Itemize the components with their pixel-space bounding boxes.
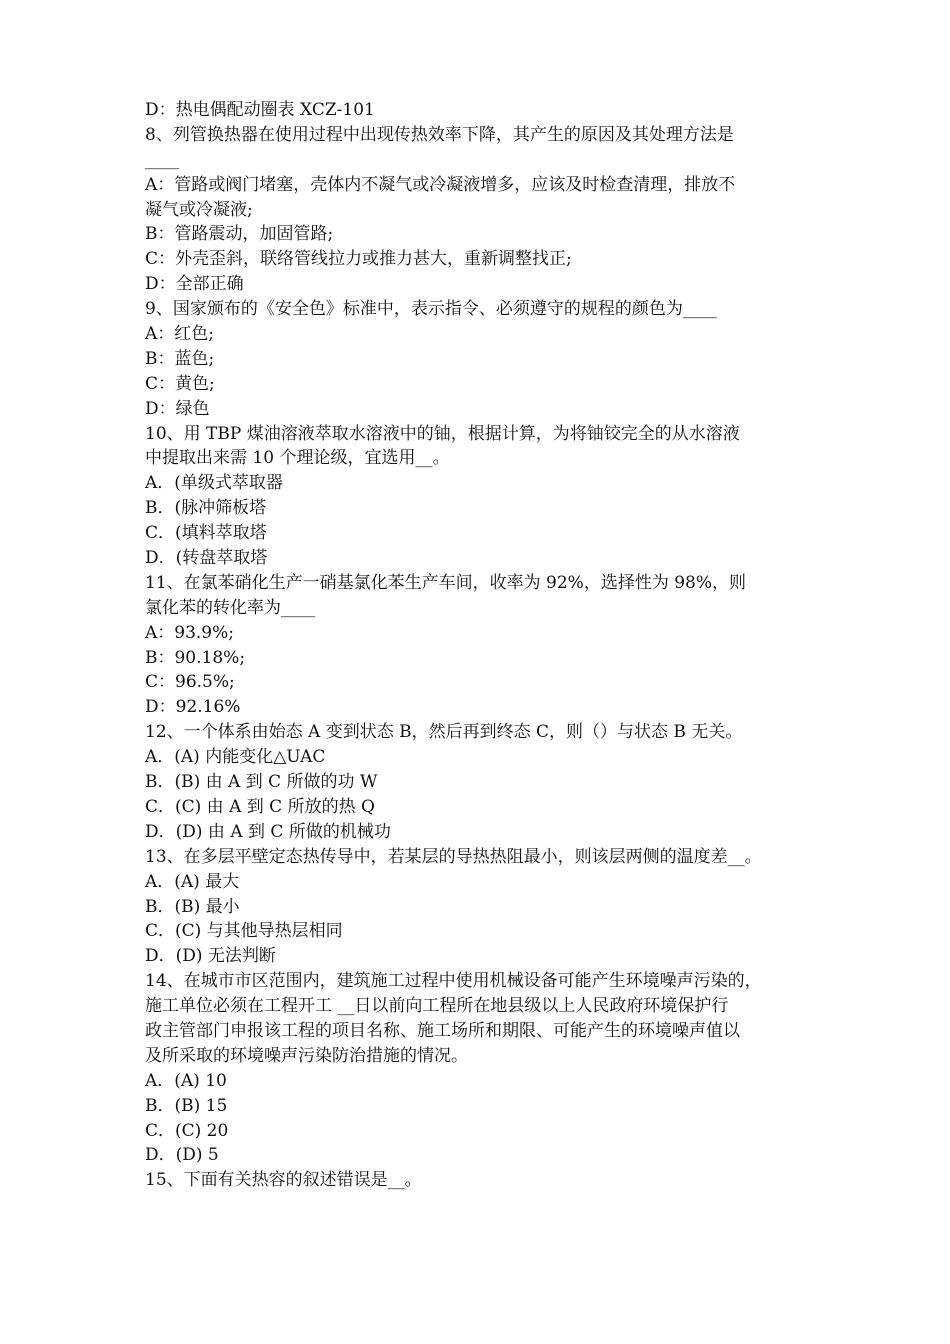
option-a: A．(单级式萃取器 (145, 473, 283, 494)
option-c: C．(填料萃取塔 (145, 523, 267, 544)
text-line: 政主管部门申报该工程的项目名称、施工场所和期限、可能产生的环境噪声值以 (145, 1020, 740, 1041)
option-a: A．(A) 10 (145, 1070, 227, 1091)
option-b: B．(B) 由 A 到 C 所做的功 W (145, 772, 378, 793)
option-c: C：外壳歪斜，联络管线拉力或推力甚大，重新调整找正; (145, 249, 572, 270)
text-line: 氯化苯的转化率为____ (145, 597, 315, 618)
text-line: 凝气或冷凝液; (145, 199, 253, 220)
option-a: A：管路或阀门堵塞，壳体内不凝气或冷凝液增多，应该及时检查清理，排放不 (145, 174, 736, 195)
text-line: ____ (145, 149, 179, 170)
question-14: 14、在城市市区范围内，建筑施工过程中使用机械设备可能产生环境噪声污染的， (145, 971, 762, 992)
text-line: 中提取出来需 10 个理论级，宜选用__。 (145, 448, 450, 469)
option-b: B：管路震动，加固管路; (145, 224, 334, 245)
option-d: D．(D) 无法判断 (145, 946, 276, 967)
option-d: D．(转盘萃取塔 (145, 548, 268, 569)
option-b: B．(脉冲筛板塔 (145, 498, 267, 519)
option-d: D：92.16% (145, 697, 241, 718)
text-line: D：热电偶配动圈表 XCZ-101 (145, 100, 375, 120)
option-b: B．(B) 15 (145, 1095, 228, 1116)
option-d: D：绿色 (145, 398, 210, 419)
option-c: C．(C) 20 (145, 1120, 229, 1141)
text-line: 施工单位必须在工程开工 __日以前向工程所在地县级以上人民政府环境保护行 (145, 996, 729, 1017)
option-b: B：90.18%; (145, 647, 246, 668)
question-13: 13、在多层平壁定态热传导中，若某层的导热热阻最小，则该层两侧的温度差__。 (145, 846, 762, 867)
question-9: 9、国家颁布的《安全色》标准中，表示指令、必须遵守的规程的颜色为____ (145, 299, 717, 320)
question-8: 8、列管换热器在使用过程中出现传热效率下降，其产生的原因及其处理方法是 (145, 124, 734, 145)
option-d: D：全部正确 (145, 274, 244, 295)
option-c: C．(C) 与其他导热层相同 (145, 921, 343, 942)
question-15: 15、下面有关热容的叙述错误是__。 (145, 1170, 422, 1191)
document-body (145, 98, 809, 1193)
option-a: A：93.9%; (145, 622, 235, 643)
option-c: C．(C) 由 A 到 C 所放的热 Q (145, 796, 375, 817)
option-d: D．(D) 5 (145, 1145, 219, 1166)
text-line: 及所采取的环境噪声污染防治措施的情况。 (145, 1045, 468, 1066)
question-11: 11、在氯苯硝化生产一硝基氯化苯生产车间，收率为 92%，选择性为 98%，则 (145, 572, 747, 593)
option-c: C：96.5%; (145, 672, 235, 693)
option-b: B：蓝色; (145, 348, 215, 369)
option-a: A：红色; (145, 324, 215, 345)
option-a: A．(A) 最大 (145, 871, 240, 892)
option-d: D．(D) 由 A 到 C 所做的机械功 (145, 821, 391, 842)
option-b: B．(B) 最小 (145, 896, 240, 917)
question-10: 10、用 TBP 煤油溶液萃取水溶液中的铀，根据计算，为将铀铰完全的从水溶液 (145, 423, 740, 444)
question-12: 12、一个体系由始态 A 变到状态 B，然后再到终态 C，则（）与状态 B 无关。 (145, 722, 743, 743)
option-c: C：黄色; (145, 373, 215, 394)
option-a: A．(A) 内能变化△UAC (145, 747, 326, 768)
